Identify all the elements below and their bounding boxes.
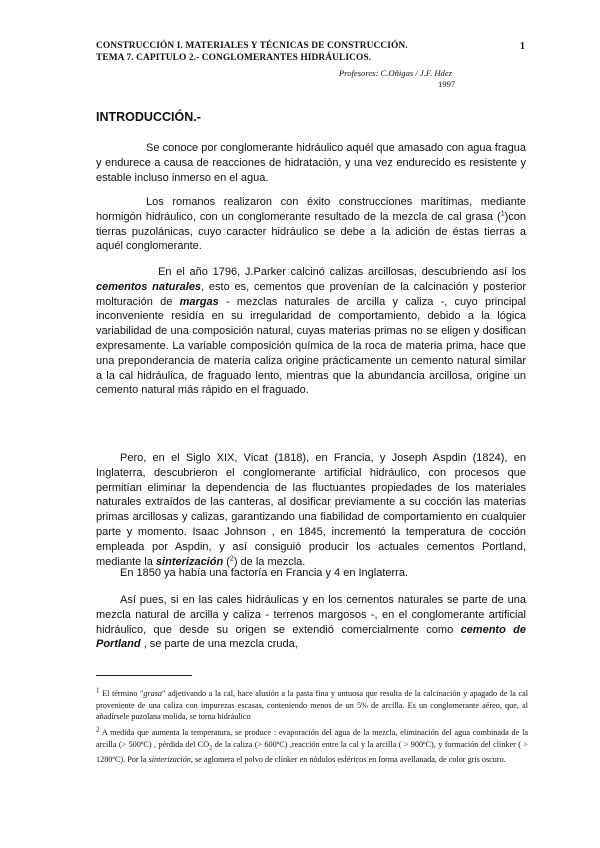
header-professors: Profesores: C.Oñigas / J.F. Hdez bbox=[338, 68, 452, 78]
footnote-separator bbox=[96, 675, 192, 676]
section-title: INTRODUCCIÓN.- bbox=[96, 110, 201, 124]
paragraph-romans: Los romanos realizaron con éxito construcciones marítimas, mediante hormigón hidráulico, con un conglomerante resultado de la mezcla de cal grasa ($^1$)con tierras puzolánicas, cuyo caracter hidráulico se debe a la adición de éstas tierras a aquél conglomerante. bbox=[96, 196, 526, 253]
header-chapter-title: TEMA 7. CAPITULO 2.- CONGLOMERANTES HIDRÁULICOS. bbox=[96, 53, 372, 63]
header-course-title: CONSTRUCCIÓN I. MATERIALES Y TÉCNICAS DE CONSTRUCCIÓN. bbox=[96, 41, 408, 51]
footnote-1: $^1$ El término "grasa" adjetivando a la cal, hace alusión a la pasta fina y untuosa que resulta de la calcinación y apagado de la cal proveniente de una caliza con impurezas escasas, conteniendo menos de un 5% de arcilla. Es un conglomerante aéreo, que, al añadírsele puzolana molida, se torna hidráulico bbox=[96, 686, 528, 722]
paragraph-factories: En 1850 ya había una factoría en Francia y 4 en Inglaterra. bbox=[120, 567, 409, 579]
page-number: 1 bbox=[520, 41, 525, 52]
paragraph-portland: Así pues, si en las cales hidráulicas y en los cementos naturales se parte de una mezcla natural de arcilla y caliza - terrenos margosos -, en el conglomerante artificial hidráulico, que desde su origen se extendió comercialmente como cemento de Portland , se parte de una mezcla cruda, bbox=[96, 594, 526, 651]
paragraph-natural-cements: En el año 1796, J.Parker calcinó calizas arcillosas, descubriendo así los cementos naturales, esto es, cementos que provenían de la calcinación y posterior molturación de margas - mezclas naturales de arcilla y caliza -, cuyo principal inconveniente residía en su irregularidad de comportamiento, debido a la lógica variabilidad de una composición natural, cuyas materias primas no se eligen y dosifican expresamente. La variable composición química de la roca de materia prima, hace que una preponderancia de materia caliza origine prácticamente un cemento natural similar a la cal hidráulica, de fraguado lento, mientras que la abundancia arcillosa, origine un cemento natural más rápido en el fraguado. bbox=[96, 266, 526, 397]
header-year: 1997 bbox=[438, 79, 456, 89]
footnote-2: $^2$ A medida que aumenta la temperatura, se produce : evaporación del agua de la mezcla, eliminación del agua combinada de la arcilla (> 500ºC) , pérdida del $CO_2$ de la caliza (> 600ºC) ,reacción entre la cal y la arcilla ( > 900ºC), y formación del clinker ( > 1280ºC). Por la sinterización, se aglomera el polvo de clínker en nódulos esféricos en forma avellanada, de color gris oscuro. bbox=[96, 725, 528, 764]
paragraph-definition: Se conoce por conglomerante hidráulico aquél que amasado con agua fragua y endurece a causa de reacciones de hidratación, y una vez endurecido es resistente y estable incluso inmerso en el agua. bbox=[96, 142, 526, 184]
paragraph-artificial-cements: Pero, en el Siglo XIX, Vicat (1818), en Francia, y Joseph Aspdin (1824), en Inglaterra, descubrieron el conglomerante artificial hidráulico, con procesos que permitían eliminar la dependencia de las fluctuantes propiedades de los materiales naturales extraídos de las canteras, al dosificar previamente a su cocción las materias primas arcillosas y calizas, garantizando una fiabilidad de comportamiento en cualquier parte y momento. Isaac Johnson , en 1845, incrementó la temperatura de cocción empleada por Aspdin, y así consiguió producir los actuales cementos Portland, mediante la sinterización ($^2$) de la mezcla. bbox=[96, 452, 526, 568]
